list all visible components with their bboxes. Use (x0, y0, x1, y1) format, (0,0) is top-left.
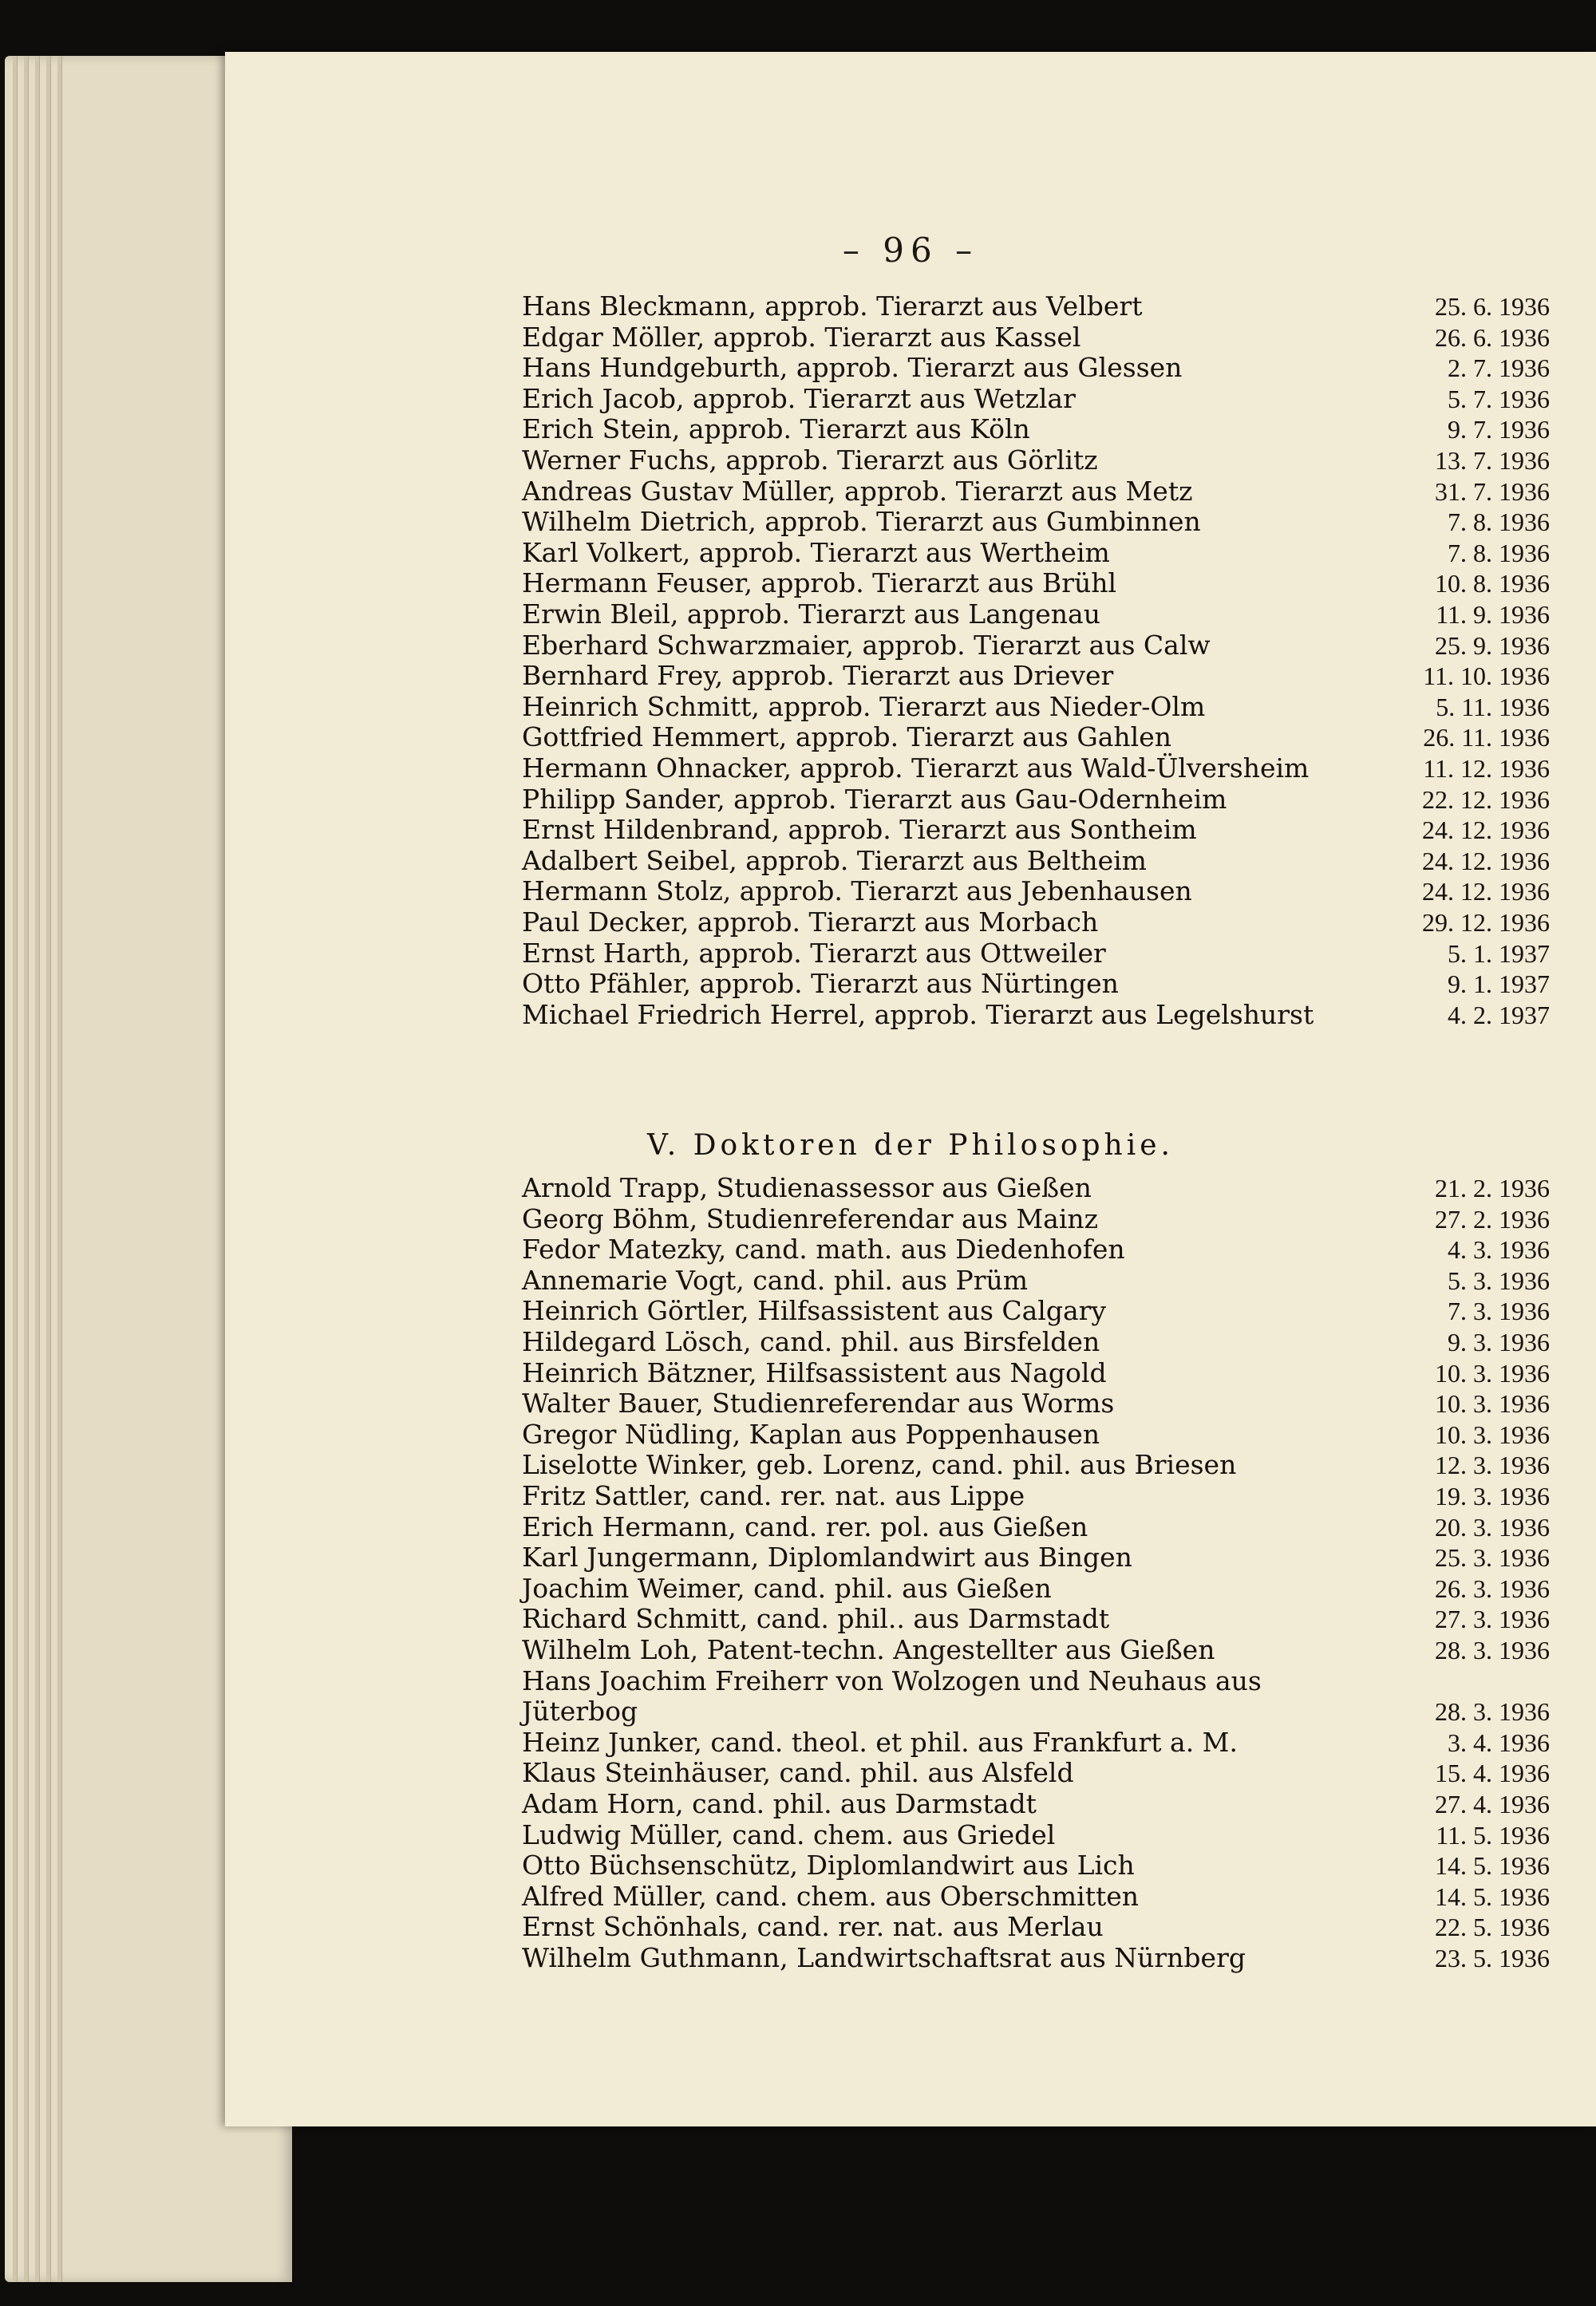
list-item (225, 1327, 1596, 1357)
list-item (225, 661, 1596, 691)
list-item (225, 815, 1596, 845)
list-item (225, 846, 1596, 876)
entry-name: Heinrich Görtler, Hilfsassistent aus Calgary (522, 1295, 1107, 1327)
list-item (225, 353, 1596, 383)
list-item (225, 969, 1596, 999)
list-item (225, 938, 1596, 969)
list-item (225, 322, 1596, 353)
list-item (225, 1604, 1596, 1634)
entry-date: 26. 3. 1936 (1435, 1574, 1550, 1603)
list-item (225, 1388, 1596, 1419)
list-item (225, 1542, 1596, 1573)
entry-date: 19. 3. 1936 (1435, 1482, 1550, 1510)
entry-date: 28. 3. 1936 (1435, 1636, 1550, 1664)
list-item (225, 1481, 1596, 1511)
entry-date: 22. 5. 1936 (1435, 1913, 1550, 1942)
page-edge (13, 56, 18, 2282)
entry-date: 11. 12. 1936 (1423, 754, 1550, 783)
entry-name: Karl Volkert, approb. Tierarzt aus Wertheim (522, 536, 1110, 568)
entry-date: 20. 3. 1936 (1435, 1512, 1550, 1542)
entry-date: 27. 4. 1936 (1435, 1790, 1550, 1818)
entry-name: Richard Schmitt, cand. phil.. aus Darmstadt (522, 1603, 1110, 1635)
entry-name: Annemarie Vogt, cand. phil. aus Prüm (522, 1264, 1029, 1296)
page-edge (57, 56, 62, 2282)
document-page (225, 52, 1596, 2126)
entry-date: 15. 4. 1936 (1435, 1759, 1550, 1788)
entry-name: Bernhard Frey, approb. Tierarzt aus Driever (522, 660, 1114, 692)
entry-date: 26. 11. 1936 (1423, 723, 1550, 752)
entry-name: Hans Hundgeburth, approb. Tierarzt aus Glessen (522, 352, 1183, 384)
entry-name: Heinrich Schmitt, approb. Tierarzt aus Nieder-Olm (522, 690, 1206, 722)
list-item (225, 1943, 1596, 1973)
list-item (225, 753, 1596, 784)
list-item (225, 414, 1596, 444)
entry-name: Liselotte Winker, geb. Lorenz, cand. phil. aus Briesen (522, 1449, 1237, 1481)
entry-name: Fritz Sattler, cand. rer. nat. aus Lippe (522, 1480, 1025, 1511)
list-item (225, 1912, 1596, 1942)
list-item (225, 1758, 1596, 1788)
entry-name: Hildegard Lösch, cand. phil. aus Birsfelden (522, 1326, 1100, 1357)
list-item (225, 599, 1596, 630)
list-item (225, 1789, 1596, 1819)
entry-name: Hermann Feuser, approb. Tierarzt aus Brühl (522, 567, 1117, 599)
entry-date: 10. 8. 1936 (1435, 569, 1550, 598)
entry-name: Wilhelm Guthmann, Landwirtschaftsrat aus Nürnberg (522, 1942, 1246, 1973)
entry-date: 24. 12. 1936 (1422, 877, 1550, 906)
entry-name: Otto Pfähler, approb. Tierarzt aus Nürtingen (522, 968, 1119, 1000)
list-item (225, 1234, 1596, 1265)
entry-date: 10. 3. 1936 (1435, 1358, 1550, 1388)
list-item (225, 876, 1596, 906)
entry-name: Gregor Nüdling, Kaplan aus Poppenhausen (522, 1418, 1100, 1450)
entry-date: 23. 5. 1936 (1435, 1944, 1550, 1972)
entry-name: Klaus Steinhäuser, cand. phil. aus Alsfeld (522, 1757, 1074, 1789)
entry-name: Edgar Möller, approb. Tierarzt aus Kassel (522, 321, 1081, 353)
list-item (225, 291, 1596, 322)
entry-name: Andreas Gustav Müller, approb. Tierarzt aus Metz (522, 475, 1193, 507)
entry-name: Heinrich Bätzner, Hilfsassistent aus Nagold (522, 1356, 1107, 1388)
entry-date: 9. 1. 1937 (1448, 969, 1550, 999)
entry-name: Ludwig Müller, cand. chem. aus Griedel (522, 1818, 1056, 1850)
entry-date: 9. 3. 1936 (1448, 1328, 1550, 1356)
entry-name: Erich Stein, approb. Tierarzt aus Köln (522, 413, 1030, 445)
entry-name: Joachim Weimer, cand. phil. aus Gießen (522, 1572, 1052, 1604)
list-item (225, 1450, 1596, 1480)
entry-name: Alfred Müller, cand. chem. aus Oberschmitten (522, 1880, 1140, 1912)
entry-date: 14. 5. 1936 (1435, 1882, 1550, 1911)
entry-name: Arnold Trapp, Studienassessor aus Gießen (522, 1172, 1092, 1203)
entry-date: 28. 3. 1936 (1435, 1697, 1550, 1727)
entry-date: 7. 3. 1936 (1448, 1297, 1550, 1326)
list-item (225, 1850, 1596, 1881)
entry-date: 3. 4. 1936 (1448, 1728, 1550, 1757)
entry-date: 26. 6. 1936 (1435, 322, 1550, 352)
list-item (225, 1820, 1596, 1850)
entry-name: Heinz Junker, cand. theol. et phil. aus Frankfurt a. M. (522, 1726, 1238, 1758)
entry-name: Michael Friedrich Herrel, approb. Tierarzt aus Legelshurst (522, 998, 1314, 1030)
entry-date: 25. 6. 1936 (1435, 292, 1550, 321)
entry-name: Ernst Harth, approb. Tierarzt aus Ottweiler (522, 937, 1106, 969)
list-item (225, 1696, 1596, 1727)
list-item (225, 1358, 1596, 1388)
entry-date: 4. 2. 1937 (1448, 1000, 1550, 1029)
list-item (225, 384, 1596, 414)
entry-date: 21. 2. 1936 (1435, 1174, 1550, 1202)
entry-name: Walter Bauer, Studienreferendar aus Worms (522, 1388, 1115, 1420)
list-item (225, 1296, 1596, 1326)
page-edge (35, 56, 40, 2282)
entry-name: Eberhard Schwarzmaier, approb. Tierarzt aus Calw (522, 629, 1211, 661)
entry-date: 24. 12. 1936 (1422, 846, 1550, 875)
entry-date: 13. 7. 1936 (1435, 446, 1550, 475)
entry-name: Karl Jungermann, Diplomlandwirt aus Bingen (522, 1542, 1132, 1574)
entry-name: Hermann Stolz, approb. Tierarzt aus Jebenhausen (522, 875, 1192, 907)
list-item (225, 1000, 1596, 1030)
list-item (225, 476, 1596, 507)
entry-name: Erich Hermann, cand. rer. pol. aus Gießen (522, 1510, 1088, 1542)
entry-name: Fedor Matezky, cand. math. aus Diedenhofen (522, 1234, 1125, 1266)
page-edge (24, 56, 29, 2282)
entry-date: 4. 3. 1936 (1448, 1235, 1550, 1265)
list-item (225, 784, 1596, 815)
entry-date: 7. 8. 1936 (1448, 538, 1550, 567)
entry-date: 5. 7. 1936 (1448, 384, 1550, 413)
entry-date: 5. 3. 1936 (1448, 1266, 1550, 1295)
list-item (225, 692, 1596, 722)
entry-date: 5. 11. 1936 (1436, 692, 1550, 721)
list-item (225, 568, 1596, 598)
entry-name: Philipp Sander, approb. Tierarzt aus Gau-Odernheim (522, 783, 1227, 815)
entry-name: Hans Joachim Freiherr von Wolzogen und Neuhaus aus (522, 1664, 1262, 1696)
entry-date: 10. 3. 1936 (1435, 1420, 1550, 1449)
entry-date: 11. 5. 1936 (1436, 1820, 1550, 1850)
entry-date: 11. 9. 1936 (1436, 600, 1550, 629)
list-item (225, 1666, 1596, 1696)
list-item (225, 722, 1596, 752)
entry-date: 25. 9. 1936 (1435, 630, 1550, 660)
section-heading: V. Doktoren der Philosophie. (647, 1129, 1174, 1162)
entry-name: Adalbert Seibel, approb. Tierarzt aus Beltheim (522, 844, 1147, 876)
entry-name: Paul Decker, approb. Tierarzt aus Morbach (522, 906, 1099, 938)
list-item (225, 907, 1596, 938)
entry-date: 14. 5. 1936 (1435, 1851, 1550, 1881)
list-item (225, 1635, 1596, 1665)
list-item (225, 1728, 1596, 1758)
entry-name: Erich Jacob, approb. Tierarzt aus Wetzlar (522, 382, 1076, 414)
list-item (225, 1574, 1596, 1604)
list-item (225, 538, 1596, 568)
entry-date: 29. 12. 1936 (1422, 908, 1550, 937)
entry-name: Werner Fuchs, approb. Tierarzt aus Görlitz (522, 444, 1098, 476)
entry-date: 31. 7. 1936 (1435, 476, 1550, 506)
entry-name: Hermann Ohnacker, approb. Tierarzt aus Wald-Ülversheim (522, 752, 1310, 784)
entry-name: Otto Büchsenschütz, Diplomlandwirt aus Lich (522, 1850, 1135, 1882)
list-item (225, 445, 1596, 476)
entry-name: Erwin Bleil, approb. Tierarzt aus Langenau (522, 598, 1100, 630)
entry-name: Gottfried Hemmert, approb. Tierarzt aus Gahlen (522, 721, 1171, 753)
entry-name: Hans Bleckmann, approb. Tierarzt aus Velbert (522, 290, 1143, 322)
list-item (225, 1204, 1596, 1234)
list-item (225, 1512, 1596, 1542)
entry-date: 25. 3. 1936 (1435, 1543, 1550, 1573)
entry-name: Wilhelm Dietrich, approb. Tierarzt aus Gumbinnen (522, 506, 1201, 538)
entry-date: 12. 3. 1936 (1435, 1451, 1550, 1480)
list-item (225, 1882, 1596, 1912)
entry-date: 27. 3. 1936 (1435, 1605, 1550, 1634)
entry-date: 2. 7. 1936 (1448, 353, 1550, 383)
list-item (225, 1173, 1596, 1203)
entry-date: 11. 10. 1936 (1423, 661, 1550, 691)
entry-date: 5. 1. 1937 (1448, 938, 1550, 968)
entry-date: 27. 2. 1936 (1435, 1204, 1550, 1234)
page-edge (46, 56, 51, 2282)
entry-name: Wilhelm Loh, Patent-techn. Angestellter aus Gießen (522, 1634, 1215, 1665)
list-item (225, 630, 1596, 661)
list-item (225, 1266, 1596, 1296)
entry-name: Jüterbog (522, 1696, 638, 1728)
entry-name: Ernst Schönhals, cand. rer. nat. aus Merlau (522, 1911, 1104, 1943)
entry-name: Ernst Hildenbrand, approb. Tierarzt aus Sontheim (522, 814, 1197, 846)
entry-name: Adam Horn, cand. phil. aus Darmstadt (522, 1788, 1037, 1819)
list-item (225, 507, 1596, 537)
list-item (225, 1420, 1596, 1450)
entry-date: 10. 3. 1936 (1435, 1389, 1550, 1419)
entry-date: 22. 12. 1936 (1422, 784, 1550, 814)
entry-date: 9. 7. 1936 (1448, 415, 1550, 444)
entry-name: Georg Böhm, Studienreferendar aus Mainz (522, 1202, 1099, 1234)
page-number: – 96 – (842, 231, 979, 270)
entry-date: 7. 8. 1936 (1448, 507, 1550, 537)
entry-date: 24. 12. 1936 (1422, 815, 1550, 845)
